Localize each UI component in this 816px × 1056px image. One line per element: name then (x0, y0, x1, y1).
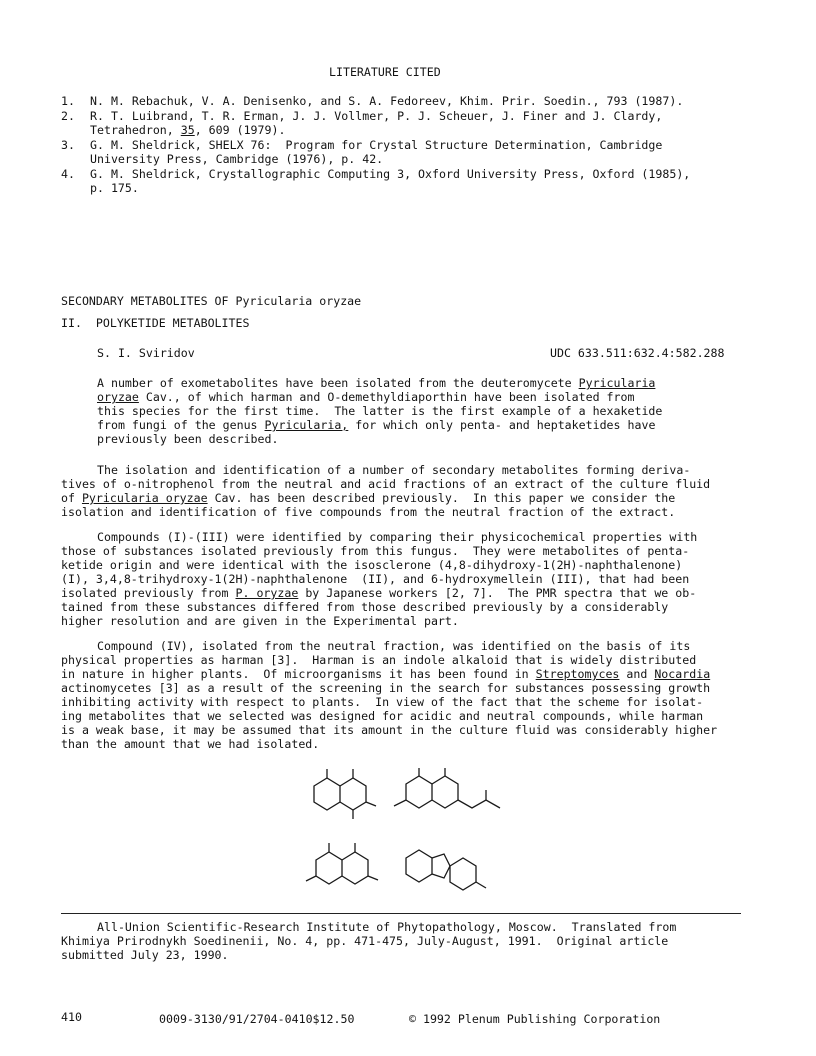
p2-line-5: isolated previously from P. oryzae by Japanese workers [2, 7]. The PMR spectra that we ob- (61, 586, 697, 600)
footnote-line-1: All-Union Scientific-Research Institute of Phytopathology, Moscow. Translated from (97, 920, 677, 934)
footnote-divider (61, 913, 741, 914)
ref-1-number: 1. (61, 94, 75, 108)
page-number: 410 (61, 1010, 82, 1024)
p3-line-7: is a weak base, it may be assumed that its amount in the culture fluid was considerably higher (61, 723, 718, 737)
chemical-structures-figure (294, 764, 524, 902)
article-code: 0009-3130/91/2704-0410$12.50 (159, 1012, 355, 1026)
compound-i-structure (314, 769, 376, 819)
p3-line-4: actinomycetes [3] as a result of the screening in the search for substances possessing growth (61, 681, 711, 695)
ref-4-text-cont: p. 175. (90, 181, 139, 195)
p3-line-3: in nature in higher plants. Of microorganisms it has been found in Streptomyces and Nocardia (61, 667, 711, 681)
ref-2-text: R. T. Luibrand, T. R. Erman, J. J. Vollmer, P. J. Scheuer, J. Finer and J. Clardy, (90, 109, 663, 123)
ref-3-text-cont: University Press, Cambridge (1976), p. 42. (90, 152, 384, 166)
compound-ii-structure (394, 768, 500, 808)
ref-1-text: N. M. Rebachuk, V. A. Denisenko, and S. A. Fedoreev, Khim. Prir. Soedin., 793 (1987). (90, 94, 684, 108)
p3-line-6: ing metabolites that we selected was designed for acidic and neutral compounds, while harman (61, 709, 704, 723)
p2-line-4: (I), 3,4,8-trihydroxy-1(2H)-naphthalenone (II), and 6-hydroxymellein (III), that had been (61, 572, 690, 586)
copyright: © 1992 Plenum Publishing Corporation (409, 1012, 661, 1026)
abstract-line-5: previously been described. (97, 432, 279, 446)
ref-3-number: 3. (61, 138, 75, 152)
abstract-line-4: from fungi of the genus Pyricularia, for which only penta- and heptaketides have (97, 418, 656, 432)
p1-line-4: isolation and identification of five compounds from the neutral fraction of the extract. (61, 505, 676, 519)
ref-2-volume: 35 (180, 123, 195, 137)
p1-line-3: of Pyricularia oryzae Cav. has been described previously. In this paper we consider the (61, 491, 676, 505)
ref-4-text: G. M. Sheldrick, Crystallographic Computing 3, Oxford University Press, Oxford (1985), (90, 167, 691, 181)
p2-line-3: ketide origin and were identical with the isosclerone (4,8-dihydroxy-1(2H)-naphthalenone) (61, 558, 683, 572)
p2-line-7: higher resolution and are given in the Experimental part. (61, 614, 459, 628)
ref-2-text-cont: Tetrahedron, 35, 609 (1979). (90, 123, 286, 137)
p1-line-1: The isolation and identification of a number of secondary metabolites forming deriva- (97, 463, 691, 477)
abstract-line-2: oryzae Cav., of which harman and O-demethyldiaporthin have been isolated from (97, 390, 635, 404)
article-author: S. I. Sviridov (97, 346, 195, 360)
abstract-line-3: this species for the first time. The latter is the first example of a hexaketide (97, 404, 663, 418)
footnote-line-2: Khimiya Prirodnykh Soedinenii, No. 4, pp. 471-475, July-August, 1991. Original article (61, 934, 669, 948)
p3-line-5: inhibiting activity with respect to plants. In view of the fact that the scheme for isolat- (61, 695, 704, 709)
p2-line-1: Compounds (I)-(III) were identified by comparing their physicochemical properties with (97, 530, 698, 544)
p3-line-2: physical properties as harman [3]. Harman is an indole alkaloid that is widely distributed (61, 653, 697, 667)
article-title: SECONDARY METABOLITES OF Pyricularia oryzae (61, 294, 362, 308)
p3-line-1: Compound (IV), isolated from the neutral fraction, was identified on the basis of its (97, 639, 691, 653)
compound-iii-structure (306, 843, 378, 884)
p3-line-8: than the amount that we had isolated. (61, 737, 320, 751)
article-subtitle: II. POLYKETIDE METABOLITES (61, 316, 250, 330)
ref-3-text: G. M. Sheldrick, SHELX 76: Program for Crystal Structure Determination, Cambridge (90, 138, 663, 152)
literature-heading: LITERATURE CITED (329, 65, 441, 79)
p2-line-6: tained from these substances differed from those described previously by a considerably (61, 600, 669, 614)
ref-4-number: 4. (61, 167, 75, 181)
article-udc: UDC 633.511:632.4:582.288 (550, 346, 725, 360)
compound-iv-structure (406, 850, 486, 890)
p1-line-2: tives of o-nitrophenol from the neutral and acid fractions of an extract of the culture fluid (61, 477, 711, 491)
ref-2-number: 2. (61, 109, 75, 123)
abstract-line-1: A number of exometabolites have been isolated from the deuteromycete Pyricularia (97, 376, 656, 390)
footnote-line-3: submitted July 23, 1990. (61, 948, 229, 962)
p2-line-2: those of substances isolated previously from this fungus. They were metabolites of penta- (61, 544, 690, 558)
